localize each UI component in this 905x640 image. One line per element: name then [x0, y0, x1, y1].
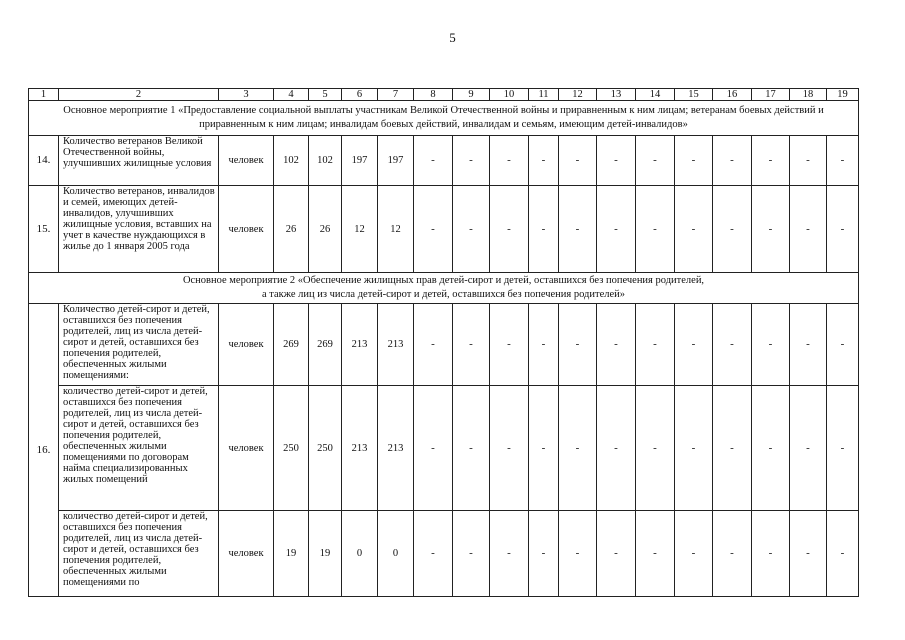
dash-cell: -: [597, 386, 636, 511]
dash-cell: -: [675, 304, 713, 386]
table-row-15: [29, 186, 859, 273]
indicator-description: количество детей-сирот и детей, оставшихся без попечения родителей, лиц из числа детей-сирот и детей, оставшихся без попечения родителей, обеспеченных жилыми помещениями по: [59, 511, 219, 597]
dash-cell: -: [636, 511, 675, 597]
value-cell: 102: [309, 136, 342, 186]
value-cell: 213: [342, 386, 378, 511]
dash-cell: -: [453, 186, 490, 273]
table-row-16-specialized: [29, 386, 859, 511]
value-cell: 197: [342, 136, 378, 186]
dash-cell: -: [675, 136, 713, 186]
indicator-description: Количество ветеранов, инвалидов и семей, имеющих детей-инвалидов, улучшивших жилищные условия, вставших на учет в качестве нуждающихся в жилье до 1 января 2005 года: [59, 186, 219, 273]
dash-cell: -: [636, 304, 675, 386]
dash-cell: -: [559, 386, 597, 511]
indicators-table: [28, 88, 859, 597]
col-header: 5: [309, 89, 342, 101]
value-cell: 269: [309, 304, 342, 386]
section-2-line-1: Основное мероприятие 2 «Обеспечение жилищных прав детей-сирот и детей, оставшихся без попечения родителей,: [182, 275, 705, 286]
dash-cell: -: [675, 386, 713, 511]
col-header: 7: [378, 89, 414, 101]
dash-cell: -: [752, 386, 790, 511]
indicator-description: количество детей-сирот и детей, оставшихся без попечения родителей, лиц из числа детей-сирот и детей, оставшихся без попечения родителей, обеспеченных жилыми помещениями по договорам найма специализированных жилых помещений: [59, 386, 219, 511]
dash-cell: -: [597, 136, 636, 186]
dash-cell: -: [529, 304, 559, 386]
page-number: 5: [449, 30, 456, 45]
dash-cell: -: [790, 186, 827, 273]
dash-cell: -: [414, 386, 453, 511]
dash-cell: -: [752, 186, 790, 273]
unit-cell: человек: [219, 136, 274, 186]
dash-cell: -: [713, 386, 752, 511]
value-cell: 250: [274, 386, 309, 511]
dash-cell: -: [636, 186, 675, 273]
dash-cell: -: [597, 304, 636, 386]
col-header: 16: [713, 89, 752, 101]
col-header: 18: [790, 89, 827, 101]
dash-cell: -: [559, 136, 597, 186]
dash-cell: -: [453, 304, 490, 386]
column-number-row: [29, 89, 859, 101]
dash-cell: -: [790, 511, 827, 597]
dash-cell: -: [636, 386, 675, 511]
col-header: 17: [752, 89, 790, 101]
dash-cell: -: [827, 386, 859, 511]
dash-cell: -: [490, 304, 529, 386]
dash-cell: -: [790, 304, 827, 386]
dash-cell: -: [790, 386, 827, 511]
dash-cell: -: [713, 304, 752, 386]
col-header: 13: [597, 89, 636, 101]
table-row-16-total: [29, 304, 859, 386]
table-row-14: [29, 136, 859, 186]
section-2-line-2: а также лиц из числа детей-сирот и детей, оставшихся без попечения родителей»: [261, 289, 626, 300]
section-1-title: Основное мероприятие 1 «Предоставление социальной выплаты участникам Великой Отечественной войны и приравненным к ним лицам; ветеранам боевых действий и приравненным к ним лицам; инвалидам боевых действий, инвалидам и семьям, имеющим детей-инвалидов»: [29, 101, 859, 136]
col-header: 9: [453, 89, 490, 101]
dash-cell: -: [490, 136, 529, 186]
value-cell: 197: [378, 136, 414, 186]
section-row: [29, 101, 859, 136]
dash-cell: -: [752, 136, 790, 186]
dash-cell: -: [713, 186, 752, 273]
dash-cell: -: [752, 304, 790, 386]
unit-cell: человек: [219, 186, 274, 273]
col-header: 19: [827, 89, 859, 101]
dash-cell: -: [713, 136, 752, 186]
section-2-title: [29, 273, 859, 304]
dash-cell: -: [559, 186, 597, 273]
col-header: 4: [274, 89, 309, 101]
unit-cell: человек: [219, 511, 274, 597]
value-cell: 250: [309, 386, 342, 511]
dash-cell: -: [453, 386, 490, 511]
dash-cell: -: [453, 136, 490, 186]
value-cell: 12: [378, 186, 414, 273]
col-header: 14: [636, 89, 675, 101]
dash-cell: -: [675, 186, 713, 273]
row-number: 14.: [29, 136, 59, 186]
unit-cell: человек: [219, 304, 274, 386]
value-cell: 102: [274, 136, 309, 186]
col-header: 3: [219, 89, 274, 101]
dash-cell: -: [790, 136, 827, 186]
dash-cell: -: [490, 511, 529, 597]
section-row: [29, 273, 859, 304]
dash-cell: -: [529, 386, 559, 511]
dash-cell: -: [713, 511, 752, 597]
col-header: 8: [414, 89, 453, 101]
dash-cell: -: [490, 386, 529, 511]
dash-cell: -: [529, 186, 559, 273]
col-header: 6: [342, 89, 378, 101]
dash-cell: -: [529, 136, 559, 186]
dash-cell: -: [414, 511, 453, 597]
dash-cell: -: [827, 136, 859, 186]
value-cell: 26: [274, 186, 309, 273]
dash-cell: -: [752, 511, 790, 597]
col-header: 12: [559, 89, 597, 101]
value-cell: 0: [378, 511, 414, 597]
dash-cell: -: [827, 186, 859, 273]
dash-cell: -: [597, 186, 636, 273]
dash-cell: -: [827, 304, 859, 386]
dash-cell: -: [559, 511, 597, 597]
col-header: 11: [529, 89, 559, 101]
table-row-16-other: [29, 511, 859, 597]
indicator-description: Количество детей-сирот и детей, оставшихся без попечения родителей, лиц из числа детей-сирот и детей, оставшихся без попечения родителей, обеспеченных жилыми помещениями:: [59, 304, 219, 386]
value-cell: 19: [309, 511, 342, 597]
row-number: 15.: [29, 186, 59, 273]
dash-cell: -: [827, 511, 859, 597]
value-cell: 213: [342, 304, 378, 386]
value-cell: 12: [342, 186, 378, 273]
col-header: 2: [59, 89, 219, 101]
dash-cell: -: [414, 186, 453, 273]
value-cell: 19: [274, 511, 309, 597]
dash-cell: -: [529, 511, 559, 597]
dash-cell: -: [453, 511, 490, 597]
dash-cell: -: [597, 511, 636, 597]
col-header: 15: [675, 89, 713, 101]
dash-cell: -: [490, 186, 529, 273]
unit-cell: человек: [219, 386, 274, 511]
value-cell: 269: [274, 304, 309, 386]
row-number: 16.: [29, 304, 59, 597]
value-cell: 0: [342, 511, 378, 597]
col-header: 10: [490, 89, 529, 101]
value-cell: 213: [378, 386, 414, 511]
dash-cell: -: [675, 511, 713, 597]
value-cell: 26: [309, 186, 342, 273]
indicator-description: Количество ветеранов Великой Отечественной войны, улучшивших жилищные условия: [59, 136, 219, 186]
dash-cell: -: [414, 304, 453, 386]
dash-cell: -: [636, 136, 675, 186]
dash-cell: -: [414, 136, 453, 186]
value-cell: 213: [378, 304, 414, 386]
dash-cell: -: [559, 304, 597, 386]
col-header: 1: [29, 89, 59, 101]
